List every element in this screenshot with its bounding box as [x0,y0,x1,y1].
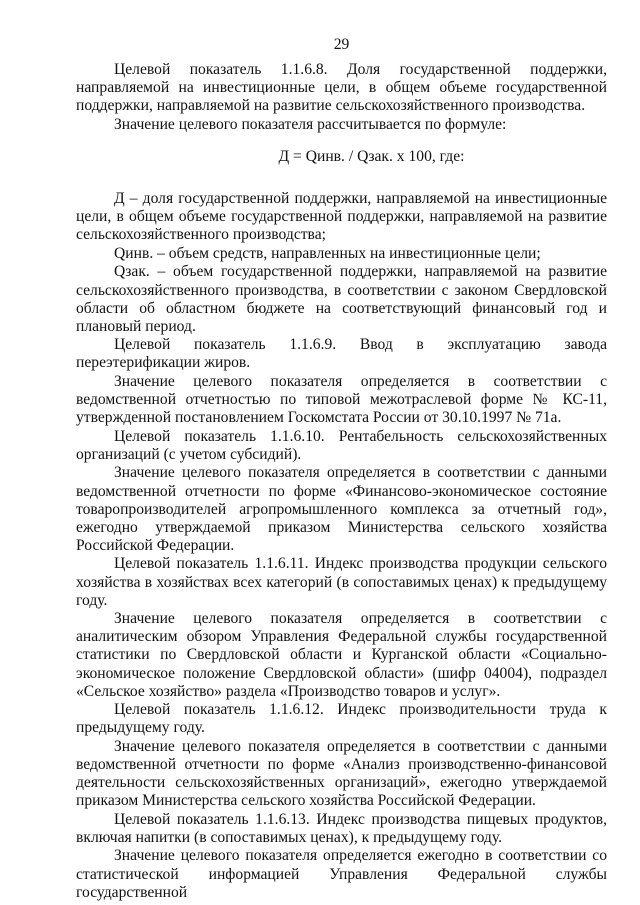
indicator-1-1-6-12-method: Значение целевого показателя определяется в соответствии с данными ведомственной отчетности по форме «Анализ производственно-финансовой деятельности сельскохозяйственных организаций», ежегодно утверждаемой приказом Министерства сельского хозяйства Российской Федерации. [76,737,607,810]
indicator-1-1-6-10-method: Значение целевого показателя определяется в соответствии с данными ведомственной отчетности по форме «Финансово-экономическое состояние товаропроизводителей агропромышленного комплекса за отчетный год», ежегодно утверждаемой приказом Министерства сельского хозяйства Российской Федерации. [76,464,607,554]
formula-definition-qinv: Qинв. – объем средств, направленных на инвестиционные цели; [114,244,541,262]
document-page [76,36,607,902]
formula-definition-qzak: Qзак. – объем государственной поддержки, направляемой на развитие сельскохозяйственного производства, в соответствии с законом Свердловской области об областном бюджете на соответствующий финансовый год и плановый период. [76,263,607,335]
indicator-1-1-6-13-method: Значение целевого показателя определяется ежегодно в соответствии со статистической информацией Управления Федеральной службы государственной [76,847,607,901]
formula: Д = Qинв. / Qзак. х 100, где: [278,147,465,165]
indicator-1-1-6-12-heading: Целевой показатель 1.1.6.12. Индекс производительности труда к предыдущему году. [76,701,607,737]
indicator-1-1-6-11-heading: Целевой показатель 1.1.6.11. Индекс производства продукции сельского хозяйства в хозяйствах всех категорий (в сопоставимых ценах) к предыдущему году. [76,555,607,609]
page-number: 29 [333,36,350,53]
indicator-1-1-6-8-heading: Целевой показатель 1.1.6.8. Доля государственной поддержки, направляемой на инвестиционные цели, в общем объеме государственной поддержки, направляемой на развитие сельскохозяйственного производства. [76,61,607,115]
indicator-1-1-6-9-method: Значение целевого показателя определяется в соответствии с ведомственной отчетностью по типовой межотраслевой форме № КС-11, утвержденной постановлением Госкомстата России от 30.10.1997 № 71а. [76,373,607,427]
formula-definition-d: Д – доля государственной поддержки, направляемой на инвестиционные цели, в общем объеме государственной поддержки, направляемой на развитие сельскохозяйственного производства; [76,190,607,244]
indicator-1-1-6-9-heading: Целевой показатель 1.1.6.9. Ввод в эксплуатацию завода переэтерификации жиров. [76,336,607,372]
indicator-1-1-6-11-method: Значение целевого показателя определяется в соответствии с аналитическим обзором Управления Федеральной службы государственной статистики по Свердловской области и Курганской области «Социально-экономическое положение Свердловской области» (шифр 04004), подраздел «Сельское хозяйство» раздела «Производство товаров и услуг». [76,610,607,700]
formula-intro: Значение целевого показателя рассчитывается по формуле: [114,115,507,133]
indicator-1-1-6-13-heading: Целевой показатель 1.1.6.13. Индекс производства пищевых продуктов, включая напитки (в сопоставимых ценах), к предыдущему году. [76,810,607,846]
indicator-1-1-6-10-heading: Целевой показатель 1.1.6.10. Рентабельность сельскохозяйственных организаций (с учетом субсидий). [76,427,607,463]
